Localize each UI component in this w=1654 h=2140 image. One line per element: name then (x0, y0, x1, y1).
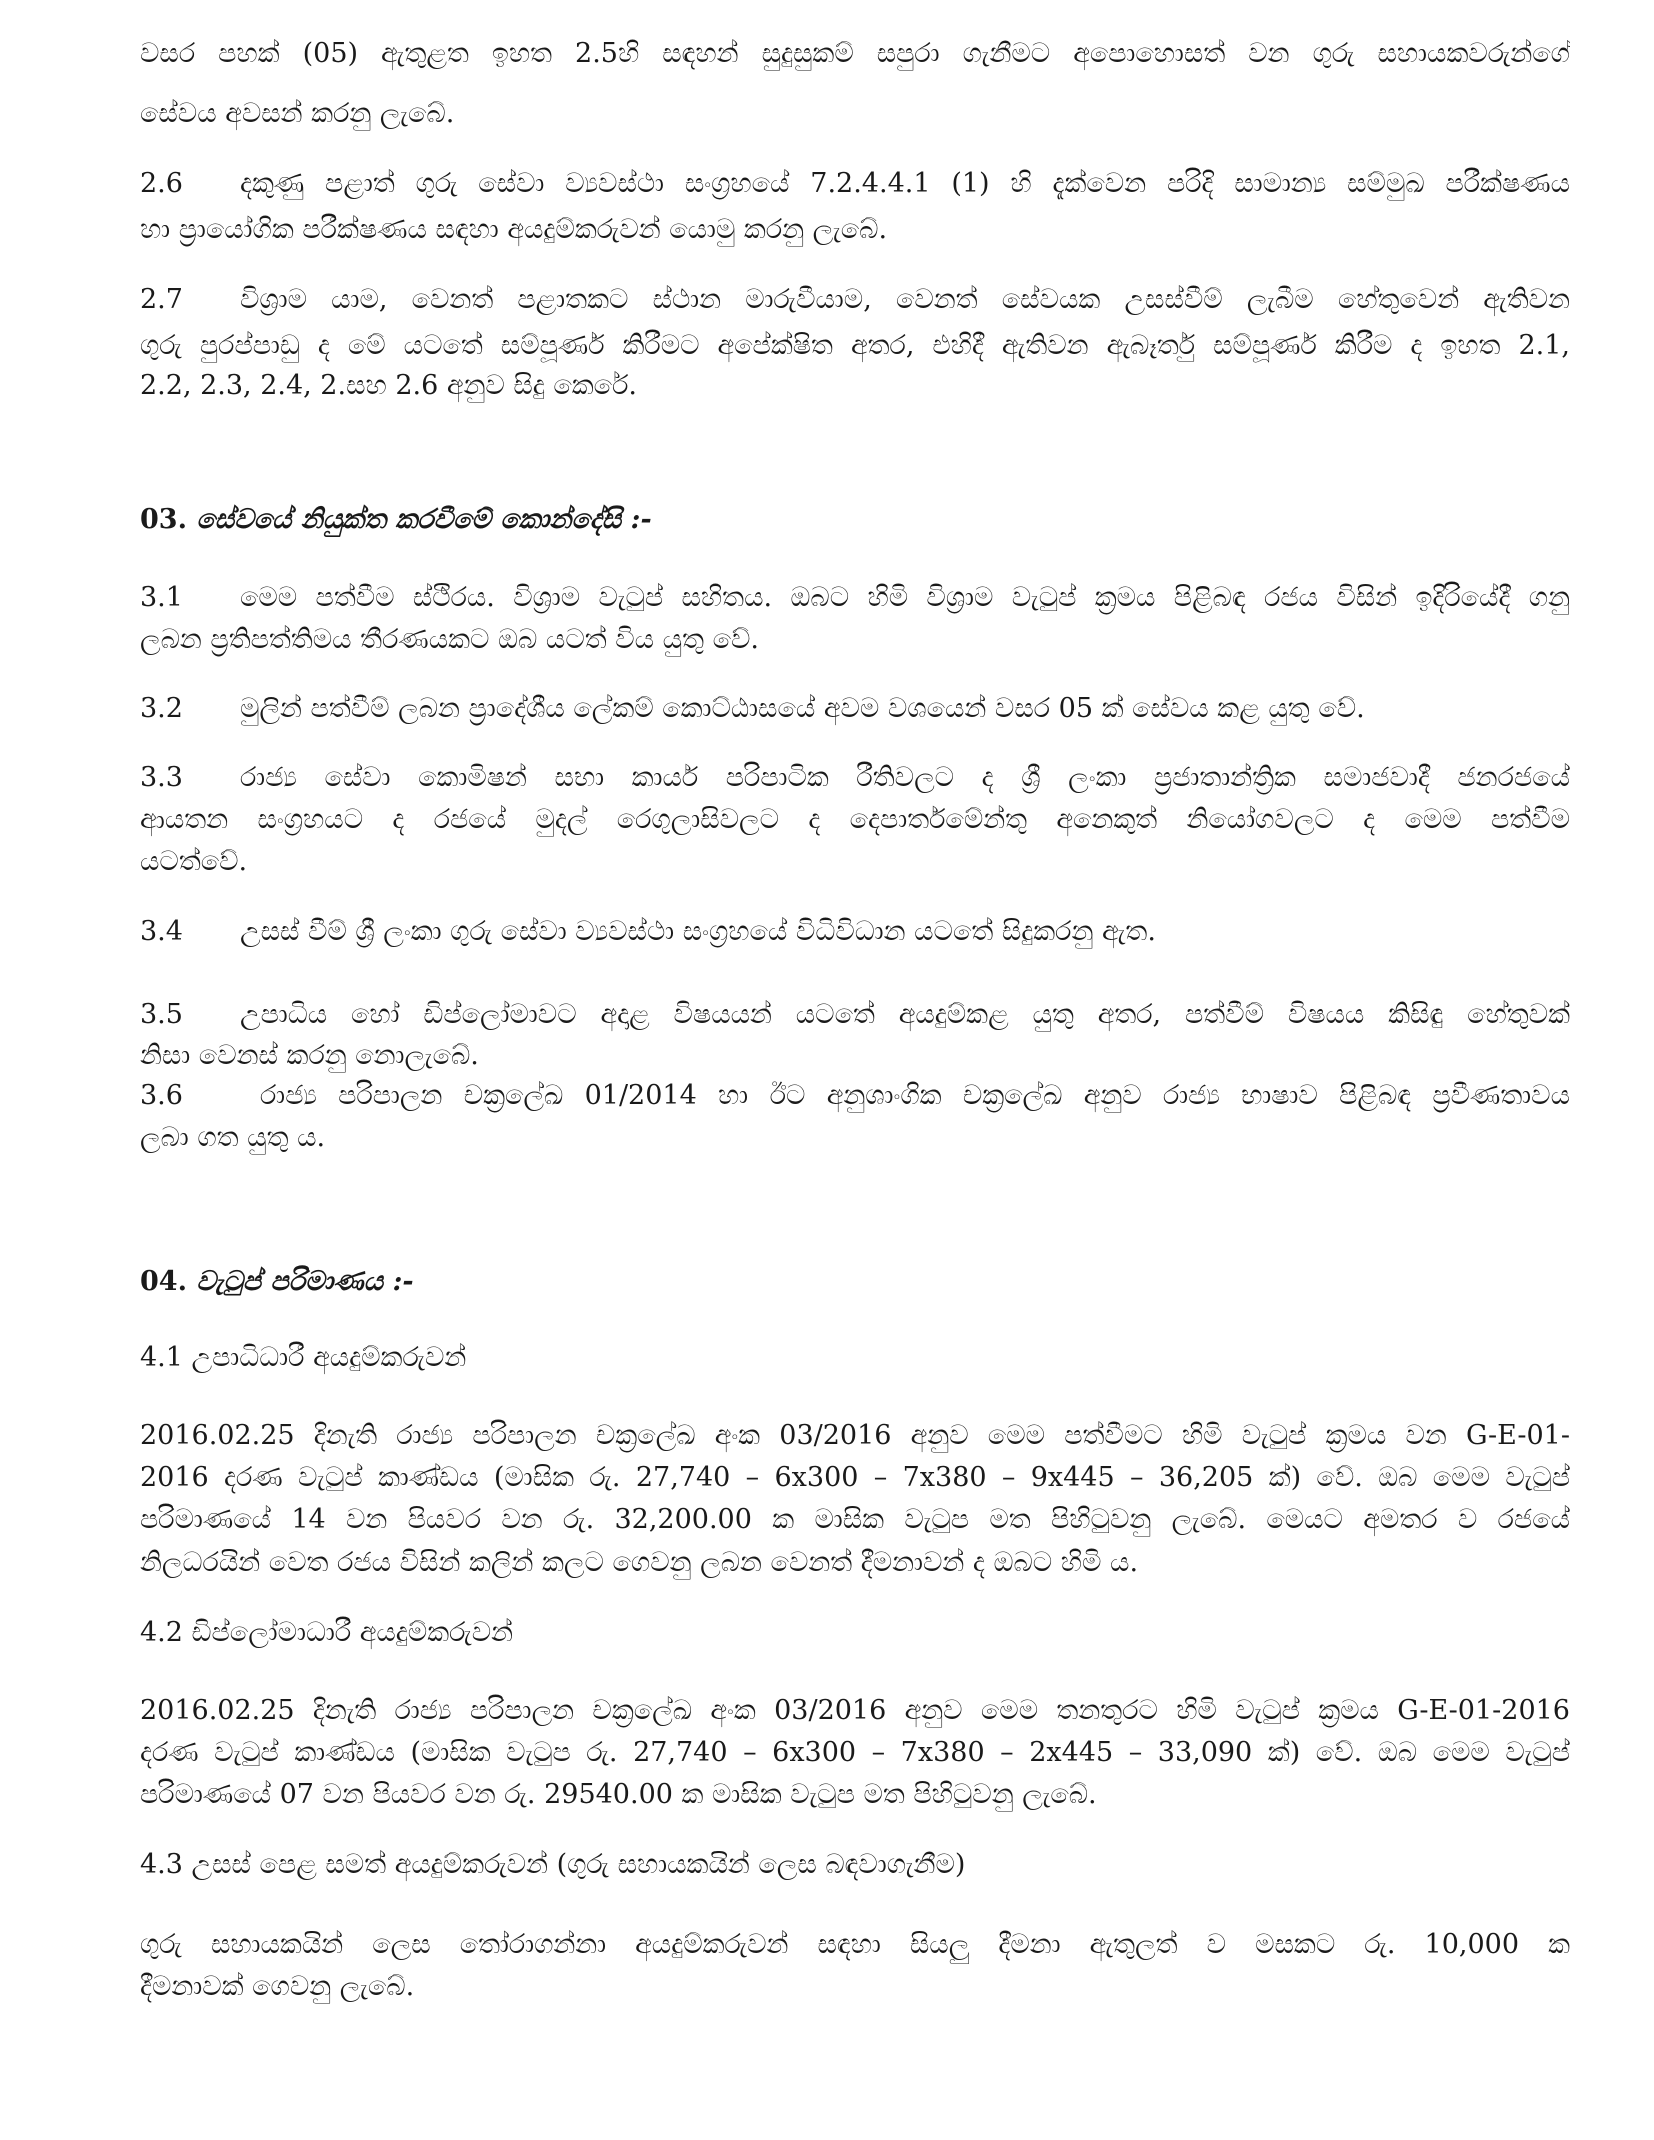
sub-4-1-line-2: 2016 දරණ වැටුප් කාණ්ඩය (මාසික රු. 27,740 – 6x300 – 7x380 – 9x445 – 36,205 ක්) වේ. ඔබ මෙම වැටුප් (140, 1462, 1570, 1493)
sub-4-3-line-1: ගුරු සහායකයින් ලෙස තෝරාගන්නා අයදුම්කරුවන් සඳහා සියලු දීමනා ඇතුලත් ව මසකට රු. 10,000 ක (140, 1929, 1570, 1960)
sub-4-2-line-1: 2016.02.25 දිනැති රාජ්‍ය පරිපාලන චක්‍රලේඛ අංක 03/2016 අනුව මෙම තනතුරට හිමි වැටුප් ක්‍රමය G-E-01-2016 (140, 1695, 1570, 1726)
para-3-1-number: 3.1 (140, 582, 183, 613)
para-3-4-number: 3.4 (140, 916, 183, 947)
para-3-1-line-2: ලබන ප්‍රතිපත්තිමය තීරණයකට ඔබ යටත් විය යුතු වේ. (140, 624, 759, 655)
para-2-6-line-2: හා ප්‍රායෝගික පරීක්ෂණය සඳහා අයදුම්කරුවන් යොමු කරනු ලැබේ. (140, 214, 888, 245)
para-2-7-line-1 (140, 280, 1570, 320)
para-3-2-text-1: මුලින් පත්වීම් ලබන ප්‍රාදේශීය ලේකම් කොට්ඨාසයේ අවම වශයෙන් වසර 05 ක් සේවය කළ යුතු වේ. (240, 693, 1365, 724)
para-3-4-line-1 (140, 912, 1570, 952)
para-2-5-line-2: සේවය අවසන් කරනු ලැබේ. (140, 98, 455, 129)
para-3-1-text-1: මෙම පත්වීම ස්ථිරය. විශ්‍රාම වැටුප් සහිතය. ඔබට හිමි විශ්‍රාම වැටුප් ක්‍රමය පිළිබඳ රජය විසින් ඉදිරියේදී ගනු (240, 582, 1570, 613)
para-2-6-line-1 (140, 164, 1570, 204)
section-4-heading (140, 1262, 1570, 1302)
para-3-3-number: 3.3 (140, 762, 183, 793)
para-3-4-text-1: උසස් වීම් ශ්‍රී ලංකා ගුරු සේවා ව්‍යවස්ථා සංග්‍රහයේ විධිවිධාන යටතේ සිදුකරනු ඇත. (240, 916, 1156, 947)
section-3-title: සේවයේ නියුක්ත කරවීමේ කොන්දේසි :- (196, 504, 652, 535)
sub-4-3-line-2: දීමනාවක් ගෙවනු ලැබේ. (140, 1971, 415, 2002)
para-2-7-line-3: 2.2, 2.3, 2.4, 2.සහ 2.6 අනුව සිදු කෙරේ. (140, 370, 637, 401)
section-4-title: වැටුප් පරිමාණය :- (196, 1266, 414, 1297)
para-2-6-number: 2.6 (140, 168, 183, 199)
para-2-7-line-2: ගුරු පුරප්පාඩු ද මේ යටතේ සම්පූර්ණ කිරීමට අපේක්ෂිත අතර, එහිදී ඇතිවන ඇබෑර්තු සම්පූර්ණ කිරීම ද ඉහත 2.1, (140, 330, 1570, 361)
para-3-1-line-1 (140, 578, 1570, 618)
para-2-7-number: 2.7 (140, 284, 183, 315)
section-4-number: 04. (140, 1266, 187, 1297)
para-3-6-text-1: රාජ්‍ය පරිපාලන චක්‍රලේඛ 01/2014 හා ඊට අනුශාංගික චක්‍රලේඛ අනුව රාජ්‍ය භාෂාව පිළිබඳ ප්‍රවීණතාවය (260, 1080, 1570, 1111)
sub-4-3-title: 4.3 උසස් පෙළ සමත් අයදුම්කරුවන් (ගුරු සහායකයින් ලෙස බඳවාගැනීම) (140, 1849, 966, 1880)
sub-4-1-line-4: නිලධරයින් වෙත රජය විසින් කලින් කලට ගෙවනු ලබන වෙනත් දීමනාවන් ද ඔබට හිමි ය. (140, 1547, 1139, 1578)
para-3-3-line-2: ආයතන සංග්‍රහයට ද රජයේ මුදල් රෙගුලාසිවලට ද දෙපාර්තමේන්තු අනෙකුත් නියෝගවලට ද මෙම පත්වීම (140, 804, 1570, 835)
para-3-2-number: 3.2 (140, 693, 183, 724)
para-3-3-line-1 (140, 758, 1570, 798)
sub-4-2-title: 4.2 ඩිප්ලෝමාධාරී අයදුම්කරුවන් (140, 1617, 514, 1648)
para-3-6-line-1 (140, 1076, 1570, 1116)
para-3-3-line-3: යටත්වේ. (140, 846, 248, 877)
para-3-6-number: 3.6 (140, 1080, 183, 1111)
section-3-number: 03. (140, 504, 187, 535)
para-3-5-line-1 (140, 995, 1570, 1035)
para-3-5-number: 3.5 (140, 999, 183, 1030)
section-3-heading (140, 500, 1570, 540)
para-2-7-text-1: විශ්‍රාම යාම, වෙනත් පළාතකට ස්ථාන මාරුවීයාම, වෙනත් සේවයක උසස්වීම් ලැබීම හේතුවෙන් ඇතිවන (240, 284, 1570, 315)
para-3-3-text-1: රාජ්‍ය සේවා කොමිෂන් සභා කාර්ය පරිපාටික රීතිවලට ද ශ්‍රී ලංකා ප්‍රජාතාන්ත්‍රික සමාජවාදී ජනරජයේ (240, 762, 1570, 793)
sub-4-1-line-1: 2016.02.25 දිනැති රාජ්‍ය පරිපාලන චක්‍රලේඛ අංක 03/2016 අනුව මෙම පත්වීමට හිමි වැටුප් ක්‍රමය වන G-E-01- (140, 1420, 1570, 1451)
para-3-5-text-1: උපාධිය හෝ ඩිප්ලෝමාවට අදාළ විෂයයන් යටතේ අයදුම්කළ යුතු අතර, පත්වීම් විෂයය කිසිඳු හේතුවක් (240, 999, 1570, 1030)
sub-4-1-line-3: පරිමාණයේ 14 වන පියවර වන රු. 32,200.00 ක මාසික වැටුප මත පිහිටුවනු ලැබේ. මෙයට අමතර ව රජයේ (140, 1504, 1570, 1535)
para-3-2-line-1 (140, 689, 1570, 729)
para-3-6-line-2: ලබා ගත යුතු ය. (140, 1122, 326, 1153)
para-2-5-line-1: වසර පහක් (05) ඇතුළත ඉහත 2.5හි සඳහන් සුදුසුකම් සපුරා ගැනීමට අපොහොසත් වන ගුරු සහායකවරුන්ගේ (140, 38, 1570, 69)
para-3-5-line-2: නිසා වෙනස් කරනු නොලැබේ. (140, 1040, 479, 1071)
sub-4-2-line-2: දරණ වැටුප් කාණ්ඩය (මාසික වැටුප රු. 27,740 – 6x300 – 7x380 – 2x445 – 33,090 ක්) වේ. ඔබ මෙම වැටුප් (140, 1737, 1570, 1768)
sub-4-1-title: 4.1 උපාධිධාරී අයදුම්කරුවන් (140, 1342, 467, 1373)
para-2-6-text-1: දකුණු පළාත් ගුරු සේවා ව්‍යවස්ථා සංග්‍රහයේ 7.2.4.4.1 (1) හි දැක්වෙන පරිදි සාමාන්‍ය සම්මුඛ පරීක්ෂණය (240, 168, 1570, 199)
sub-4-2-line-3: පරිමාණයේ 07 වන පියවර වන රු. 29540.00 ක මාසික වැටුප මත පිහිටුවනු ලැබේ. (140, 1779, 1097, 1810)
